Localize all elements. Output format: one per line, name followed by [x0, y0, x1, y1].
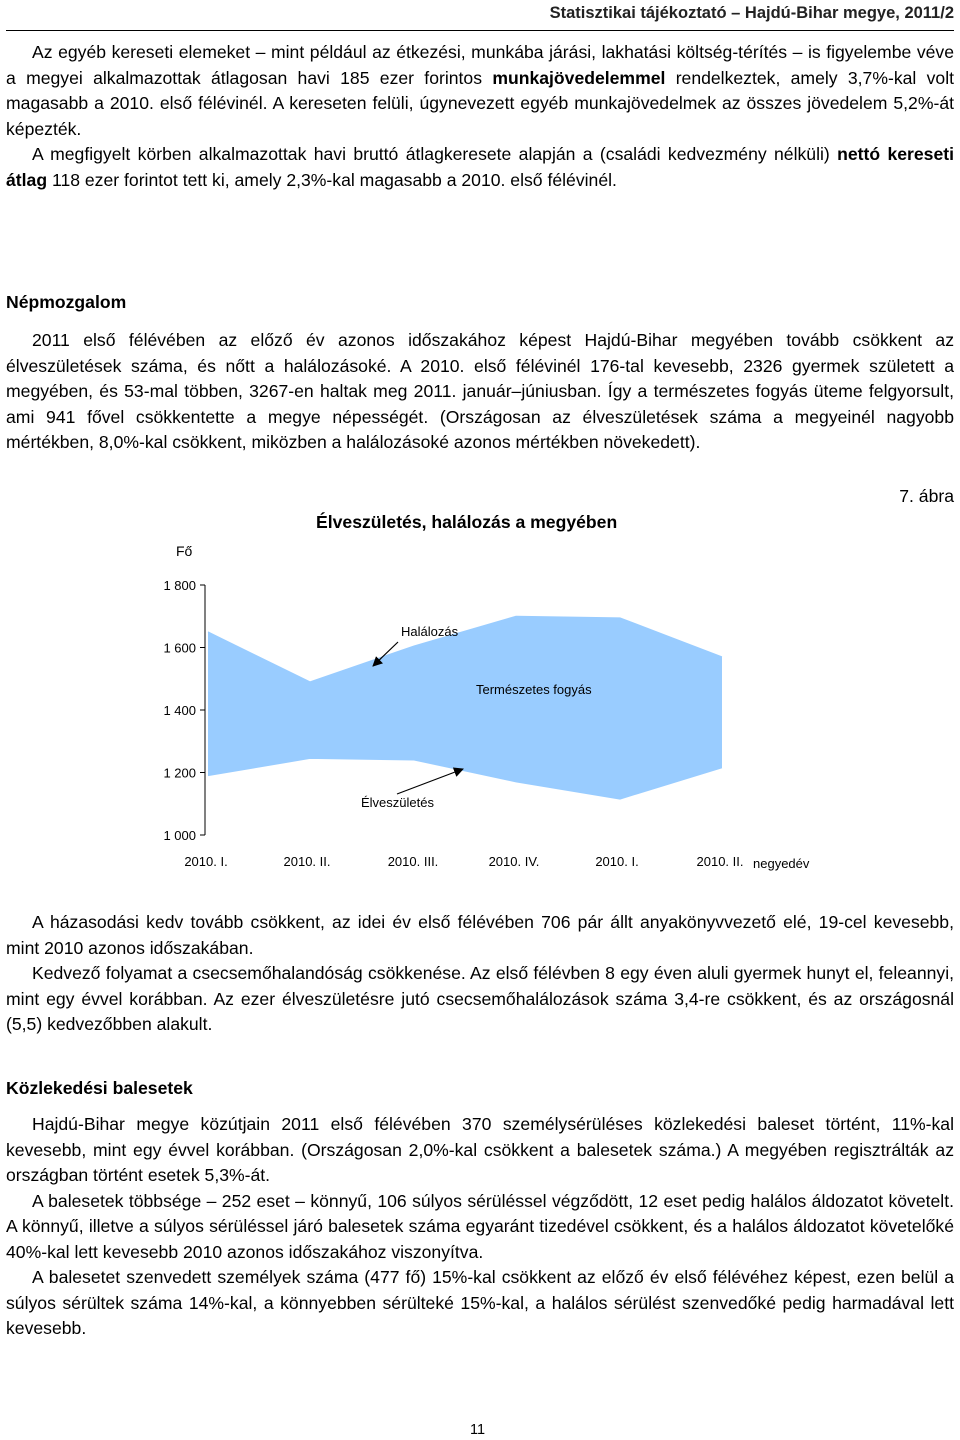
annotation-arrow-births [397, 769, 463, 794]
y-axis-unit-label: Fő [176, 543, 193, 559]
annotation-deaths: Halálozás [401, 624, 459, 639]
marriage-paragraph: A házasodási kedv tovább csökkent, az idei év első félévében 706 pár állt anyakönyvvezető elé, 19-cel kevesebb, mint 2010 azonos időszakában. [6, 912, 954, 958]
accidents-paragraph-1: Hajdú-Bihar megye közútjain 2011 első félévében 370 személysérüléses közlekedési baleset történt, 11%-kal kevesebb, mint egy évvel korábban. (Országosan 2,0%-kal csökkent a balesetek száma.) A megyében regisztrálták az országban történt esetek 5,3%-át. [6, 1114, 954, 1185]
y-tick-label: 1 600 [163, 640, 196, 656]
x-tick-label: 2010. I. [184, 854, 228, 869]
x-tick-label: 2010. III. [387, 854, 439, 869]
annotation-births: Élveszületés [361, 795, 434, 810]
nepmozgalom-paragraph-1: 2011 első félévében az előző év azonos időszakához képest Hajdú-Bihar megyében tovább csökkent az élveszületések száma, és nőtt a halálozásoké. A 2010. első félévinél 176-tal kevesebb, 2326 gyermek született a megyében, és 53-mal többen, 3267-en haltak meg 2011. január–júniusban. Így a természetes fogyás üteme felgyorsult, ami 941 fővel csökkentette a megye népességét. (Országosan az élveszületések száma a megyeinél nagyobb mértékben, 8,0%-kal csökkent, miközben a halálozásoké azonos mértékben növekedett). [6, 330, 954, 452]
natural-decrease-area [208, 616, 722, 799]
y-tick-label: 1 400 [163, 703, 196, 718]
x-tick-label: 2010. I. [595, 854, 639, 869]
x-tick-label: 2010. II. [696, 854, 744, 869]
page-number: 11 [470, 1422, 486, 1438]
x-tick-label: 2010. IV. [488, 854, 540, 869]
y-tick-label: 1 200 [163, 765, 196, 781]
x-tick-label: 2010. II. [283, 854, 331, 869]
nepmozgalom-text [6, 328, 954, 456]
section-heading-kozlekedes: Közlekedési balesetek [6, 1078, 193, 1098]
page-header: Statisztikai tájékoztató – Hajdú-Bihar megye, 2011/2 [549, 4, 954, 22]
y-tick-label: 1 000 [163, 828, 196, 843]
chart-title: Élveszületés, halálozás a megyében [316, 512, 618, 532]
header-rule [6, 30, 954, 31]
infant-mortality-paragraph: Kedvező folyamat a csecsemőhalandóság csökkenése. Az első félévben 8 egy éven aluli gyermek hunyt el, feleannyi, mint egy évvel korábban. Az ezer élveszületésre jutó csecsemőhalálozások száma 3,4-re csökkent, és az országosnál (5,5) kedvezőbben alakult. [6, 963, 954, 1034]
section-heading-nepmozgalom: Népmozgalom [6, 292, 127, 312]
kozlekedes-text [6, 1112, 954, 1342]
after-chart-text [6, 910, 954, 1038]
births-deaths-chart [0, 560, 960, 880]
intro-paragraph-2: A megfigyelt körben alkalmazottak havi bruttó átlagkeresete alapján a (családi kedvezmény nélküli) nettó kereseti átlag 118 ezer forintot tett ki, amely 2,3%-kal magasabb a 2010. első félévinél. [6, 144, 954, 190]
y-tick-label: 1 800 [163, 578, 196, 593]
accidents-paragraph-3: A balesetet szenvedett személyek száma (477 fő) 15%-kal csökkent az előző év első félévéhez képest, ezen belül a súlyos sérültek száma 14%-kal, a könnyebben sérülteké 15%-kal, a halálos sérülést szenvedőké pedig harmadával lett kevesebb. [6, 1267, 954, 1338]
intro-text [6, 40, 954, 193]
accidents-paragraph-2: A balesetek többsége – 252 eset – könnyű, 106 súlyos sérüléssel végződött, 12 eset pedig halálos áldozatot követelt. A könnyű, illetve a súlyos sérüléssel járó balesetek száma egyaránt tizedével csökkent, és a halálos áldozatot követelőké 40%-kal lett kevesebb 2010 azonos időszakához viszonyítva. [6, 1190, 954, 1262]
annotation-natural-decrease: Természetes fogyás [476, 682, 592, 697]
x-axis-label: negyedév [753, 856, 810, 871]
intro-paragraph-1: Az egyéb kereseti elemeket – mint például az étkezési, munkába járási, lakhatási költség-térítés – is figyelembe véve a megyei alkalmazottak átlagosan havi 185 ezer forintos munkajövedelemmel rendelkeztek, amely 3,7%-kal volt magasabb a 2010. első félévinél. A kereseten felüli, úgynevezett egyéb munkajövedelmek az összes jövedelem 5,2%-át képezték. [6, 42, 954, 139]
figure-reference: 7. ábra [899, 486, 954, 506]
